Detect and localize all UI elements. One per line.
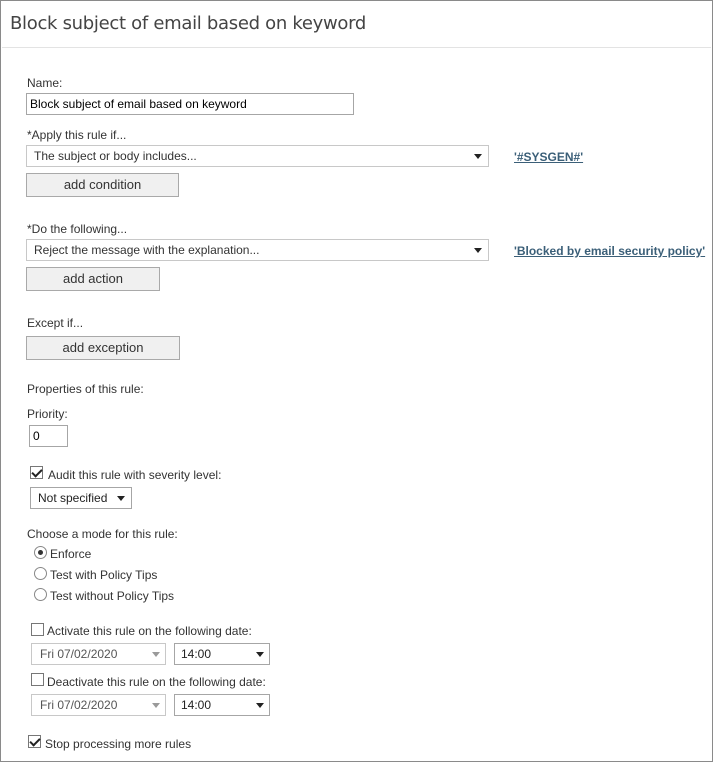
title-divider [2,47,711,48]
add-action-button[interactable]: add action [26,267,160,291]
chevron-down-icon [256,703,264,708]
mode-test-without-tips-label: Test without Policy Tips [50,589,175,603]
name-input[interactable]: Block subject of email based on keyword [26,93,354,115]
chevron-down-icon [152,703,160,708]
condition-select[interactable] [26,145,489,167]
action-select-value: Reject the message with the explanation... [34,243,260,257]
except-if-label: Except if... [27,316,84,330]
deactivate-label: Deactivate this rule on the following date: [47,675,266,689]
mode-enforce-radio[interactable] [34,546,47,559]
action-value-link[interactable]: 'Blocked by email security policy' [514,244,706,258]
do-following-label: *Do the following... [27,222,128,236]
chevron-down-icon [474,154,482,159]
chevron-down-icon [152,652,160,657]
priority-input[interactable]: 0 [29,425,68,447]
chevron-down-icon [474,248,482,253]
severity-select-value: Not specified [38,491,108,505]
activate-checkbox[interactable] [31,623,44,636]
activate-date-select[interactable] [31,643,166,665]
mode-heading: Choose a mode for this rule: [27,527,178,541]
stop-processing-label: Stop processing more rules [45,737,192,751]
deactivate-date-value: Fri 07/02/2020 [40,698,118,712]
mode-test-with-tips-label: Test with Policy Tips [50,568,158,582]
mode-test-with-tips-radio[interactable] [34,567,47,580]
mode-test-without-tips-radio[interactable] [34,588,47,601]
chevron-down-icon [256,652,264,657]
priority-label: Priority: [27,407,68,421]
activate-time-select[interactable] [174,643,270,665]
deactivate-checkbox[interactable] [31,673,44,686]
add-exception-button[interactable]: add exception [26,336,180,360]
condition-value-link[interactable]: '#SYSGEN#' [514,150,584,164]
action-select[interactable] [26,239,489,261]
stop-processing-checkbox[interactable] [28,735,41,748]
condition-select-value: The subject or body includes... [34,149,197,163]
audit-checkbox[interactable] [30,466,43,479]
severity-select[interactable] [30,487,132,509]
audit-label: Audit this rule with severity level: [48,468,222,482]
chevron-down-icon [117,496,125,501]
add-condition-button[interactable]: add condition [26,173,179,197]
activate-label: Activate this rule on the following date: [47,624,252,638]
page-title: Block subject of email based on keyword [10,13,367,34]
mode-enforce-label: Enforce [50,547,92,561]
activate-date-value: Fri 07/02/2020 [40,647,118,661]
deactivate-time-select[interactable] [174,694,270,716]
properties-heading: Properties of this rule: [27,382,144,396]
deactivate-date-select[interactable] [31,694,166,716]
activate-time-value: 14:00 [181,647,212,661]
deactivate-time-value: 14:00 [181,698,212,712]
name-label: Name: [27,76,63,90]
apply-rule-label: *Apply this rule if... [27,128,127,142]
